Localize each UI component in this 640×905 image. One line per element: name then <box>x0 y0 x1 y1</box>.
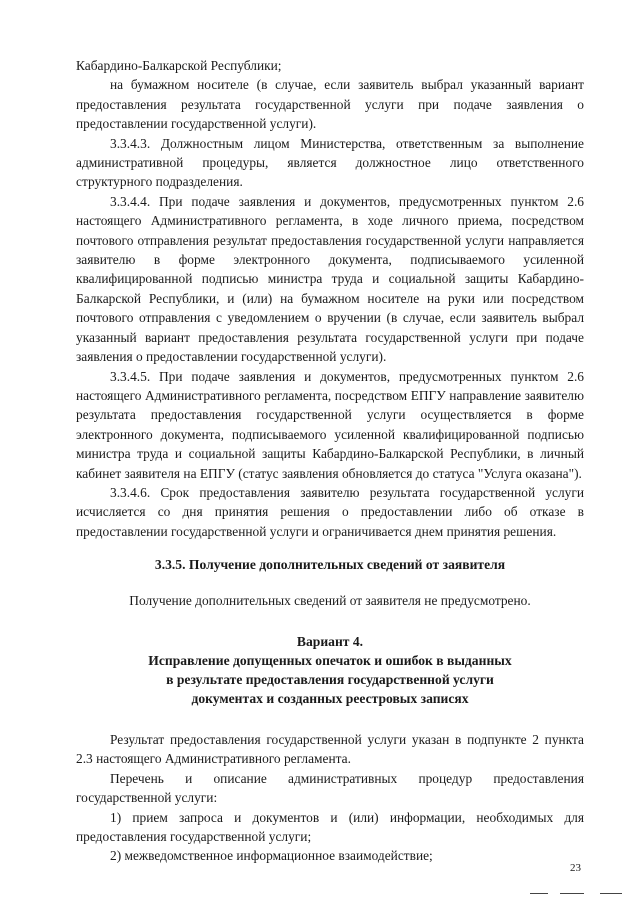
variant-title: Вариант 4. <box>296 633 364 649</box>
variant-subtitle-line-1: Исправление допущенных опечаток и ошибок в выданных <box>148 652 512 668</box>
scan-mark <box>600 893 622 894</box>
body-paragraph: 3.3.4.6. Срок предоставления заявителю результата государственной услуги исчисляется со дня принятия решения о предоставлении либо об отказе в предоставлении государственной услуги и ограничивается днем принятия решения. <box>76 484 584 539</box>
variant-paragraph: 1) прием запроса и документов и (или) информации, необходимых для предоставления государственной услуги; <box>76 809 584 844</box>
variant-paragraph: 2) межведомственное информационное взаимодействие; <box>110 848 433 864</box>
variant-paragraph: Перечень и описание административных процедур предоставления государственной услуги: <box>76 770 584 806</box>
page-number: 23 <box>570 862 581 874</box>
body-paragraph: Кабардино-Балкарской Республики; <box>76 58 282 73</box>
variant-subtitle-line-2: в результате предоставления государственной услуги <box>166 671 494 687</box>
body-paragraph: 3.3.4.3. Должностным лицом Министерства, ответственным за выполнение административной процедуры, является должностное лицо ответственного структурного подразделения. <box>76 135 584 190</box>
scan-mark <box>560 893 584 894</box>
body-text-top <box>76 56 584 541</box>
variant-paragraph: Результат предоставления государственной услуги указан в подпункте 2 пункта 2.3 настоящего Административного регламента. <box>76 731 584 767</box>
body-paragraph: 3.3.4.5. При подаче заявления и документов, предусмотренных пунктом 2.6 настоящего Административного регламента, посредством ЕПГУ направление заявителю результата предоставления государственной услуги осуществляется в форме электронного документа, подписываемого усиленной квалифицированной подписью министра труда и социальной защиты Кабардино-Балкарской Республики, в личный кабинет заявителя на ЕПГУ (статус заявления обновляется до статуса "Услуга оказана"). <box>76 368 584 481</box>
section-heading-3-3-5: 3.3.5. Получение дополнительных сведений от заявителя <box>154 557 506 573</box>
scan-mark <box>530 893 548 894</box>
body-paragraph: 3.3.4.4. При подаче заявления и документов, предусмотренных пунктом 2.6 настоящего Административного регламента, в ходе личного приема, посредством почтового отправления результат предоставления государственной услуги направляется заявителю в форме электронного документа, подписываемого усиленной квалифицированной подписью министра труда и социальной защиты Кабардино-Балкарской Республики, и (или) на бумажном носителе на руки или посредством почтового отправления с уведомлением о вручении (в случае, если заявитель выбрал указанный вариант предоставления результата государственной услуги при подаче заявления о предоставлении государственной услуги). <box>76 193 584 365</box>
body-paragraph: на бумажном носителе (в случае, если заявитель выбрал указанный вариант предоставления результата государственной услуги при подаче заявления о предоставлении государственной услуги). <box>76 77 584 132</box>
variant-subtitle-line-3: документах и созданных реестровых записях <box>191 690 469 706</box>
body-text-bottom <box>76 730 584 866</box>
section-3-3-5-text: Получение дополнительных сведений от заявителя не предусмотрено. <box>129 592 531 608</box>
document-page <box>76 56 584 866</box>
